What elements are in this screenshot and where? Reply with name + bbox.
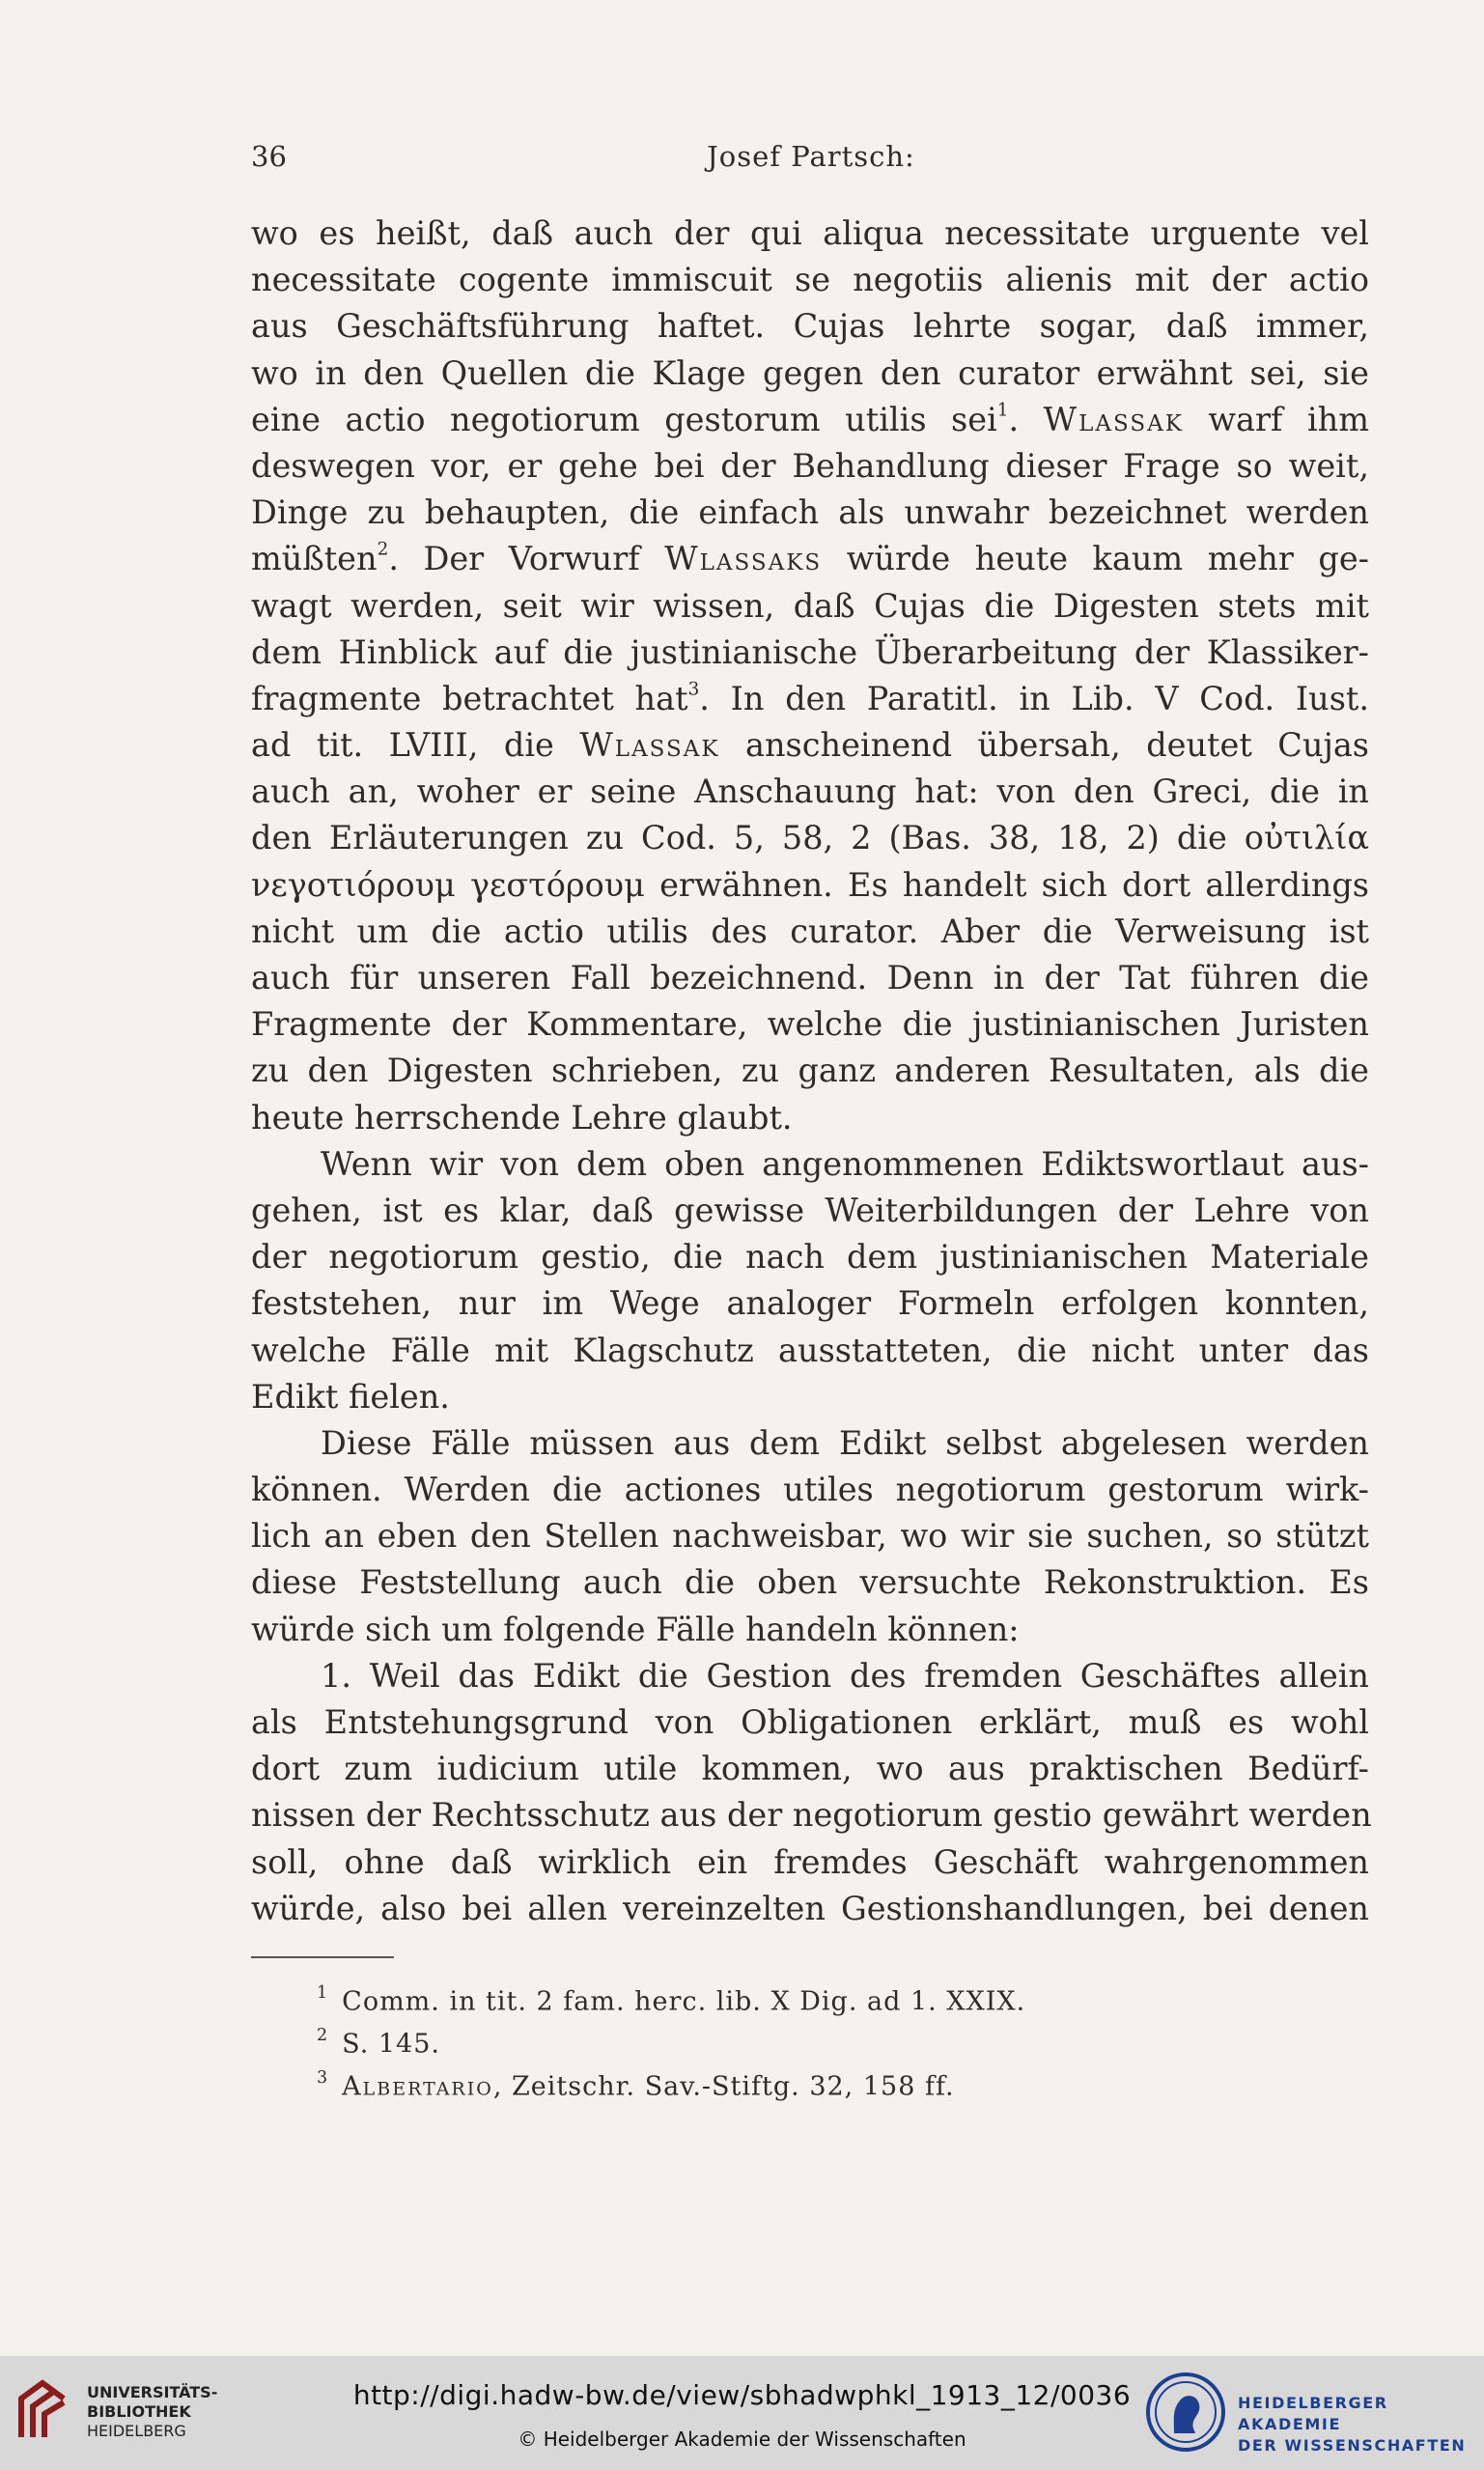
text-line: würde, also bei allen vereinzelten Gestionshandlungen, bei denen [251,1889,1369,1927]
text-line: Diese Fälle müssen aus dem Edikt selbst abgelesen werden [321,1423,1369,1462]
footnote [317,2014,1244,2060]
footnote-mark: 3 [317,2068,329,2088]
academy-name-line: DER WISSENSCHAFTEN [1238,2436,1467,2455]
text-line: nissen der Rechtsschutz aus der negotiorum gestio gewährt werden [251,1796,1372,1835]
page-header [251,140,1371,179]
author-name: Wlassak [1043,400,1184,438]
text-line: Wenn wir von dem oben angenommenen Ediktswortlaut aus- [321,1144,1369,1183]
academy-seal-icon [1145,2372,1226,2453]
text-run: müßten [251,540,378,578]
academy-name-line: HEIDELBERGER AKADEMIE [1238,2394,1388,2433]
text-run: . [1008,400,1044,438]
footnote-text: Comm. in tit. 2 fam. herc. lib. X Dig. ad 1. XXIX. [342,1986,1026,2017]
text-run: eine actio negotiorum gestorum utilis sei [251,400,997,438]
text-line [251,397,1369,443]
text-line: aus Geschäftsführung haftet. Cujas lehrte sogar, daß immer, [251,307,1369,346]
text-line: als Entstehungsgrund von Obligationen erklärt, muß es wohl [251,1703,1369,1741]
author-name: Albertario [342,2071,493,2102]
text-line: auch für unseren Fall bezeichnend. Denn in der Tat führen die [251,959,1369,996]
text-line: νεγοτιόρουμ γεστόρουμ erwähnen. Es handelt sich dort allerdings [251,865,1369,904]
text-line: auch an, woher er seine Anschauung hat: von den Greci, die in [251,772,1369,811]
author-name: Wlassaks [664,540,823,578]
text-line: wagt werden, seit wir wissen, daß Cujas die Digesten stets mit [251,586,1369,625]
text-run: fragmente betrachtet hat [251,679,688,717]
text-run: würde heute kaum mehr ge- [822,540,1369,578]
text-line: 1. Weil das Edikt die Gestion des fremden Geschäftes allein [321,1656,1369,1695]
author-name: Wlassak [579,726,720,765]
text-line: nicht um die actio utilis des curator. Aber die Verweisung ist [251,912,1369,950]
viewer-footer [0,2356,1484,2470]
body-text [251,211,1372,1932]
text-run: . Der Vorwurf [388,540,665,578]
text-line: können. Werden die actiones utiles negotiorum gestorum wirk- [251,1471,1369,1509]
footnote-ref: 2 [377,539,389,560]
library-name-line: HEIDELBERG [87,2422,186,2440]
text-line: wo in den Quellen die Klage gegen den curator erwähnt sei, sie [251,353,1369,392]
text-run: . In den Paratitl. in Lib. V Cod. Iust. [699,679,1370,717]
academy-name [1238,2393,1484,2456]
text-line: diese Feststellung auch die oben versuchte Rekonstruktion. Es [251,1563,1369,1602]
text-line: dem Hinblick auf die justinianische Überarbeitung der Klassiker- [251,632,1369,671]
footnote-mark: 1 [317,1983,329,2003]
text-line: welche Fälle mit Klagschutz ausstatteten, die nicht unter das [251,1331,1369,1369]
footnote-ref: 1 [996,400,1009,421]
footnotes [317,1972,1244,2102]
text-line: deswegen vor, er gehe bei der Behandlung dieser Frage so weit, [251,446,1369,485]
text-run: anscheinend übersah, deutet Cujas [719,726,1369,765]
text-line: Edikt fielen. [251,1377,450,1416]
text-line [251,722,1369,769]
running-title: Josef Partsch: [707,140,915,173]
text-line: wo es heißt, daß auch der qui aliqua necessitate urguente vel [251,214,1369,252]
text-line: feststehen, nur im Wege analoger Formeln erfolgen konnten, [251,1284,1369,1323]
text-run: warf ihm [1183,400,1369,438]
footnote-divider [251,1956,394,1958]
library-name-line: UNIVERSITÄTS- [87,2383,218,2401]
footnote-mark: 2 [317,2026,329,2045]
text-line: dort zum iudicium utile kommen, wo aus praktischen Bedürf- [251,1750,1369,1788]
text-line: heute herrschende Lehre glaubt. [251,1098,793,1137]
footnote-ref: 3 [687,679,700,700]
text-line: gehen, ist es klar, daß gewisse Weiterbildungen der Lehre von [251,1191,1369,1229]
footnote-text: S. 145. [342,2029,440,2060]
footnote [317,2057,1244,2102]
text-line: der negotiorum gestio, die nach dem justinianischen Materiale [251,1238,1369,1277]
page-number: 36 [251,140,287,173]
text-line: lich an eben den Stellen nachweisbar, wo wir sie suchen, so stützt [251,1517,1369,1556]
text-line [251,536,1369,582]
footnote [317,1972,1244,2017]
text-line: den Erläuterungen zu Cod. 5, 58, 2 (Bas. 38, 18, 2) die οὐτιλία [251,819,1369,857]
library-name-line: BIBLIOTHEK [87,2402,191,2421]
text-line: zu den Digesten schrieben, zu ganz anderen Resultaten, als die [251,1052,1369,1090]
copyright-notice: © Heidelberger Akademie der Wissenschaften [518,2428,966,2451]
footnote-text: , Zeitschr. Sav.-Stiftg. 32, 158 ff. [492,2071,955,2102]
text-line: Dinge zu behaupten, die einfach als unwahr bezeichnet werden [251,493,1369,532]
text-line [251,676,1369,722]
text-run: ad tit. LVIII, die [251,726,580,765]
text-line: Fragmente der Kommentare, welche die justinianischen Juristen [251,1005,1369,1044]
text-line: würde sich um folgende Fälle handeln können: [251,1610,1020,1648]
text-line: soll, ohne daß wirklich ein fremdes Geschäft wahrgenommen [251,1842,1369,1881]
text-line: necessitate cogente immiscuit se negotiis alienis mit der actio [251,261,1369,299]
permalink-url[interactable]: http://digi.hadw-bw.de/view/sbhadwphkl_1913_12/0036 [352,2379,1132,2411]
